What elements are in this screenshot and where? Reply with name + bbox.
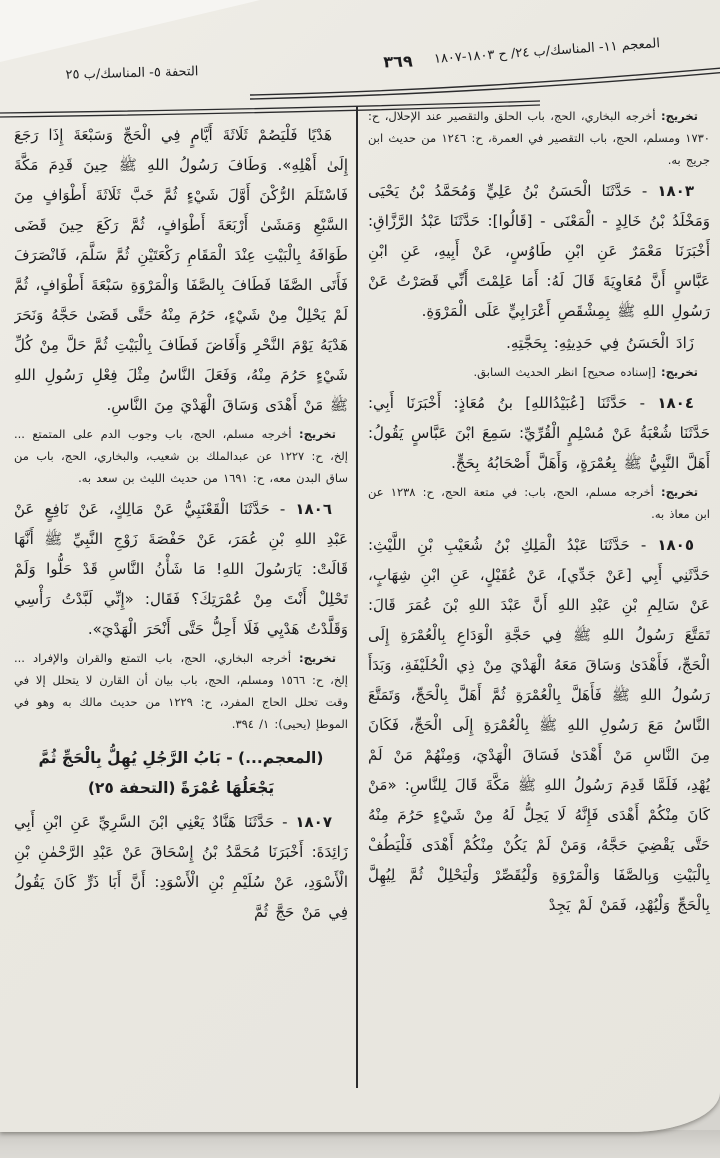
column-divider-rule: [356, 106, 358, 1088]
hadith-number: ١٨٠٤: [657, 394, 694, 412]
takhrij-label: تخريج:: [661, 365, 698, 379]
hadith-1806: [14, 494, 348, 644]
running-head-left: التحفة ٥- المناسك/ب ٢٥: [65, 64, 199, 83]
hadith-1803: [368, 176, 710, 326]
takhrij-label: تخريج:: [661, 485, 699, 499]
hadith-1803-addendum: زَادَ الْحَسَنُ فِي حَدِيثِهِ: بِحَجَّتِهِ.: [506, 334, 694, 352]
chapter-heading-line1: (المعجم...) - بَابُ الرَّجُلِ يُهِلُّ بِالْحَجِّ ثُمَّ: [38, 749, 324, 767]
hadith-number: ١٨٠٣: [657, 182, 694, 200]
takhrij-text: أخرجه البخاري، الحج، باب التمتع والقران والإفراد ... إلخ، ح: ١٥٦٦ ومسلم، الحج، باب بيان أن القارن لا يتحلل إلا في وقت تحلل الحاج المفرد، ح: ١٢٢٩ من حديث مالك به وهو في الموطإ (يحيى): ١/ ٣٩٤.: [14, 651, 348, 731]
takhrij-text: أخرجه مسلم، الحج، باب: في متعة الحج، ح: ١٢٣٨ عن ابن معاذ به.: [368, 485, 710, 521]
right-column: [368, 102, 710, 1092]
takhrij-text: أخرجه مسلم، الحج، باب وجوب الدم على المتمتع ... إلخ، ح: ١٢٢٧ عن عبدالملك بن شعيب، والبخاري، الحج، باب من ساق البدن معه، ح: ١٦٩١ من حديث الليث بن سعد به.: [14, 427, 348, 485]
takhrij-label: تخريج:: [661, 109, 698, 123]
takhrij-note-1806: [14, 647, 348, 735]
hadith-1804: [368, 388, 710, 478]
hadith-number: ١٨٠٧: [295, 813, 332, 831]
takhrij-note-1803b: [368, 361, 710, 383]
hadith-number: ١٨٠٥: [657, 536, 694, 554]
takhrij-note-1803: [368, 105, 710, 171]
page-bottom-edge: [0, 1130, 720, 1158]
takhrij-label: تخريج:: [299, 427, 336, 441]
hadith-1805-continuation: هَدْيًا فَلْيَصُمْ ثَلَاثَةَ أَيَّامٍ فِي الْحَجِّ وَسَبْعَةَ إِذَا رَجَعَ إِلَىٰ أَهْلِهِ». وَطَافَ رَسُولُ اللهِ ﷺ حِينَ قَدِمَ مَكَّةَ فَاسْتَلَمَ الرُّكْنَ أَوَّلَ شَيْءٍ ثُمَّ خَبَّ ثَلَاثَةَ أَطْوَافٍ مِنَ السَّبْعِ وَمَشَىٰ أَرْبَعَةَ أَطْوَافٍ، ثُمَّ رَكَعَ حِينَ قَضَى طَوَافَهُ بِالْبَيْتِ عِنْدَ الْمَقَامِ رَكْعَتَيْنِ ثُمَّ سَلَّمَ، فَانْصَرَفَ فَأَتَى الصَّفَا فَطَافَ بِالصَّفَا وَالْمَرْوَةِ سَبْعَةَ أَطْوَافٍ، ثُمَّ لَمْ يَحْلِلْ مِنْ شَيْءٍ، حَرُمَ مِنْهُ حَتَّى قَضَىٰ حَجَّهُ وَنَحَرَ هَدْيَهُ يَوْمَ النَّحْرِ وَأَفَاضَ فَطَافَ بِالْبَيْتِ ثُمَّ حَلَّ مِنْ كُلِّ شَيْءٍ حَرُمَ مِنْهُ، وَفَعَلَ النَّاسُ مِثْلَ فِعْلِ رَسُولِ اللهِ ﷺ مَنْ أَهْدَى وَسَاقَ الْهَدْيَ مِنَ النَّاسِ.: [14, 126, 348, 414]
hadith-1805: [368, 530, 710, 920]
hadith-text: - حَدَّثَنَا الْقَعْنَبِيُّ عَنْ مَالِكٍ، عَنْ نَافِعٍ عَنْ عَبْدِ اللهِ بْنِ عُمَرَ، عَنْ حَفْصَةَ زَوْجِ النَّبِيِّ ﷺ أَنَّهَا قَالَتْ: يَارَسُولَ اللهِ! مَا شَأْنُ النَّاسِ قَدْ حَلُّوا وَلَمْ تَحْلِلْ أَنْتَ مِنْ عُمْرَتِكَ؟ فَقَال: «إِنِّي لَبَّدْتُ رَأْسِي وَقَلَّدْتُ هَدْيِي فَلَا أَحِلُّ حَتَّى أَنْحَرَ الْهَدْيَ».: [14, 500, 348, 638]
chapter-heading: [14, 743, 348, 803]
takhrij-note-1805: [14, 423, 348, 489]
hadith-number: ١٨٠٦: [295, 500, 332, 518]
takhrij-label: تخريج:: [299, 651, 337, 665]
hadith-text: - حَدَّثَنَا عَبْدُ الْمَلِكِ بْنُ شُعَيْبِ بْنِ اللَّيْثِ: حَدَّثَنِي أَبِي [عَنْ جَدِّي]، عَنْ عُقَيْلٍ، عَنِ ابْنِ شِهَابٍ، عَنْ سَالِمِ بْنِ عَبْدِ اللهِ أَنَّ عَبْدَ اللهِ بْنَ عُمَرَ قَالَ: تَمَتَّعَ رَسُولُ اللهِ ﷺ فِي حَجَّةِ الْوَدَاعِ بِالْعُمْرَةِ إِلَى الْحَجِّ، فَأَهْدَىٰ وَسَاقَ مَعَهُ الْهَدْيَ مِنْ ذِي الْحُلَيْفَةِ، وَبَدَأَ رَسُولُ اللهِ ﷺ فَأَهَلَّ بِالْعُمْرَةِ ثُمَّ أَهَلَّ بِالْحَجِّ، وَتَمَتَّعَ النَّاسُ مَعَ رَسُولِ اللهِ ﷺ بِالْعُمْرَةِ إِلَى الْحَجِّ، فَكَانَ مِنَ النَّاسِ مَنْ أَهْدَىٰ فَسَاقَ الْهَدْيَ، وَمِنْهُمْ مَنْ لَمْ يُهْدِ، فَلَمَّا قَدِمَ رَسُولُ اللهِ ﷺ مَكَّةَ قَالَ لِلنَّاسِ: «مَنْ كَانَ مِنْكُمْ أَهْدَى فَإِنَّهُ لَا يَحِلُّ لَهُ مِنْ شَيْءٍ حَرُمَ مِنْهُ حَتَّى يَقْضِيَ حَجَّهُ، وَمَنْ لَمْ يَكُنْ مِنْكُمْ أَهْدَى فَلْيَطُفْ بِالْبَيْتِ وَبِالصَّفَا وَالْمَرْوَةِ وَلْيُقَصِّرْ وَلْيَحْلِلْ ثُمَّ لِيُهِلَّ بِالْحَجِّ وَلْيُهْدِ، فَمَنْ لَمْ يَجِدْ: [368, 536, 710, 914]
takhrij-text: أخرجه البخاري، الحج، باب الحلق والتقصير عند الإحلال، ح: ١٧٣٠ ومسلم، الحج، باب التقصير في العمرة، ح: ١٢٤٦ من حديث ابن جريج به.: [368, 109, 710, 167]
takhrij-note-1804: [368, 481, 710, 525]
hadith-1807: [14, 807, 348, 927]
page-number: ٣٦٩: [383, 51, 413, 72]
hadith-text: - حَدَّثَنَا الْحَسَنُ بْنُ عَلِيٍّ وَمُحَمَّدُ بْنُ يَحْيَى وَمَخْلَدُ بْنُ خَالِدٍ - الْمَعْنَى - [قَالُوا]: حَدَّثَنَا عَبْدُ الرَّزَّاقِ: أَخْبَرَنَا مَعْمَرٌ عَنِ ابْنِ طَاوُسٍ، عَنْ أَبِيهِ، عَنِ ابْنِ عَبَّاسٍ أَنَّ مُعَاوِيَةَ قَالَ لَهُ: أَمَا عَلِمْتَ أَنِّي قَصَرْتُ عَنْ رَسُولِ اللهِ ﷺ بِمِشْقَصِ أَعْرَابِيٍّ عَلَى الْمَرْوَةِ.: [368, 182, 710, 320]
hadith-text: - حَدَّثَنَا [عُبَيْدُاللهِ] بنُ مُعَاذٍ: أَخْبَرَنَا أَبِي: حَدَّثَنَا شُعْبَةُ عَنْ مُسْلِمٍ الْقُرِّيِّ: سَمِعَ ابْنَ عَبَّاسٍ يَقُولُ: أَهَلَّ النَّبِيُّ ﷺ بِعُمْرَةٍ، وَأَهَلَّ أَصْحَابُهُ بِحَجٍّ.: [368, 394, 710, 472]
hadith-text: - حَدَّثَنَا هَنَّادٌ يَعْنِي ابْنَ السَّرِيِّ عَنِ ابْنِ أَبِي زَائِدَةَ: أَخْبَرَنَا مُحَمَّدُ بْنُ إِسْحَاقَ عَنْ عَبْدِ الرَّحْمٰنِ بْنِ الْأَسْوَدِ، عَنْ سُلَيْمِ بْنِ الْأَسْوَدِ: أَنَّ أَبَا ذَرٍّ كَانَ يَقُولُ فِي مَنْ حَجَّ ثُمَّ: [14, 813, 348, 921]
takhrij-text: [إسناده صحيح] انظر الحديث السابق.: [473, 365, 656, 379]
running-head-right: المعجم ١١- المناسك/ب ٢٤/ ح ١٨٠٣-١٨٠٧: [433, 36, 661, 67]
left-column: [14, 120, 348, 1105]
chapter-heading-line2: يَجْعَلُهَا عُمْرَةً (التحفة ٢٥): [87, 779, 275, 797]
